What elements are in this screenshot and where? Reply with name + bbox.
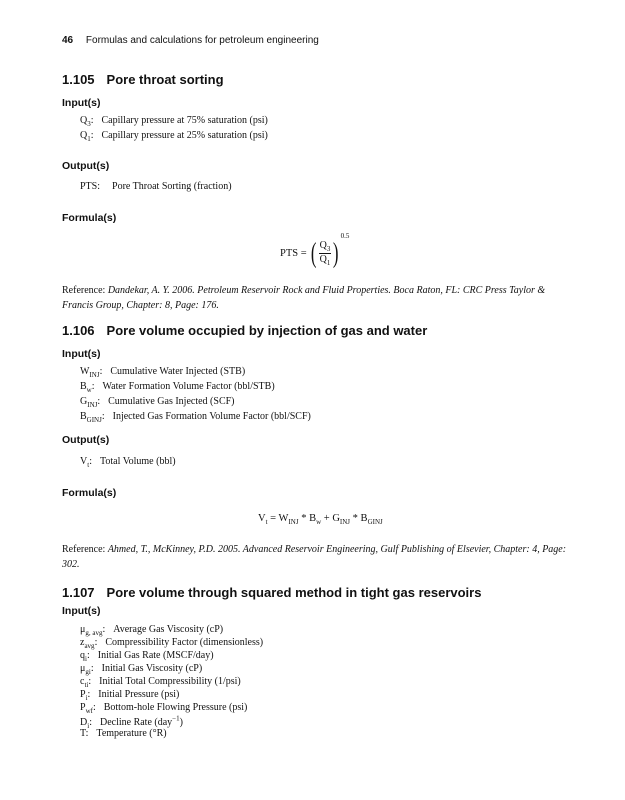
input-variable: T: Temperature (°R) <box>80 728 167 739</box>
input-variable: $z_{avg}$: Compressibility Factor (dimensionless) <box>80 637 264 650</box>
output-variable: $V_t$: Total Volume (bbl) <box>80 456 176 469</box>
formula-pts: PTS = ( $\frac{Q_3}{Q_1}$ )$^{0.5}$ <box>280 232 350 269</box>
running-title: Formulas and calculations for petroleum engineering <box>85 35 319 46</box>
section-title-1-105: 1.105 Pore throat sorting <box>62 72 224 87</box>
section-title-1-107: 1.107 Pore volume through squared method in tight gas reservoirs <box>62 585 482 600</box>
input-variable: $B_{GINJ}$: Injected Gas Formation Volume Factor (bbl/SCF) <box>80 411 311 424</box>
input-variable: $B_w$: Water Formation Volume Factor (bbl/STB) <box>80 381 275 394</box>
output-variable: PTS: Pore Throat Sorting (fraction) <box>80 181 232 192</box>
input-variable: $P_{wf}$: Bottom-hole Flowing Pressure (psi) <box>80 702 248 715</box>
section-title-1-106: 1.106 Pore volume occupied by injection of gas and water <box>62 323 428 338</box>
formula-vt: $V_t = W_{INJ} * B_w + G_{INJ} * B_{GINJ}$ <box>258 513 383 527</box>
running-header <box>62 35 319 46</box>
reference: Reference: Dandekar, A. Y. 2006. Petroleum Reservoir Rock and Fluid Properties. Boca Raton, FL: CRC Press Taylor & Francis Group, Chapter: 8, Page: 176. <box>62 285 546 311</box>
input-variable: $G_{INJ}$: Cumulative Gas Injected (SCF) <box>80 396 235 409</box>
input-variable: $Q_1$: Capillary pressure at 25% saturation (psi) <box>80 130 268 143</box>
input-variable: $P_i$: Initial Pressure (psi) <box>80 689 180 702</box>
input-variable: $c_{ti}$: Initial Total Compressibility (1/psi) <box>80 676 241 689</box>
input-variable: $\mu_{g, avg}$: Average Gas Viscosity (cP) <box>80 624 224 637</box>
input-variable: $D_i$: Decline Rate (day$^{-1}$) <box>80 715 183 731</box>
outputs-heading: Output(s) <box>62 434 110 446</box>
inputs-heading: Input(s) <box>62 97 101 109</box>
reference: Reference: Ahmed, T., McKinney, P.D. 2005. Advanced Reservoir Engineering, Gulf Publishing of Elsevier, Chapter: 4, Page: 302. <box>62 544 567 570</box>
inputs-heading: Input(s) <box>62 605 101 617</box>
input-variable: $W_{INJ}$: Cumulative Water Injected (STB) <box>80 366 246 379</box>
inputs-heading: Input(s) <box>62 348 101 360</box>
input-variable: $q_i$: Initial Gas Rate (MSCF/day) <box>80 650 214 663</box>
formula-heading: Formula(s) <box>62 487 117 499</box>
input-variable: $Q_3$: Capillary pressure at 75% saturation (psi) <box>80 115 268 128</box>
input-variable: $\mu_{gi}$: Initial Gas Viscosity (cP) <box>80 663 203 676</box>
formula-heading: Formula(s) <box>62 212 117 224</box>
outputs-heading: Output(s) <box>62 160 110 172</box>
page-number: 46 <box>62 35 74 46</box>
